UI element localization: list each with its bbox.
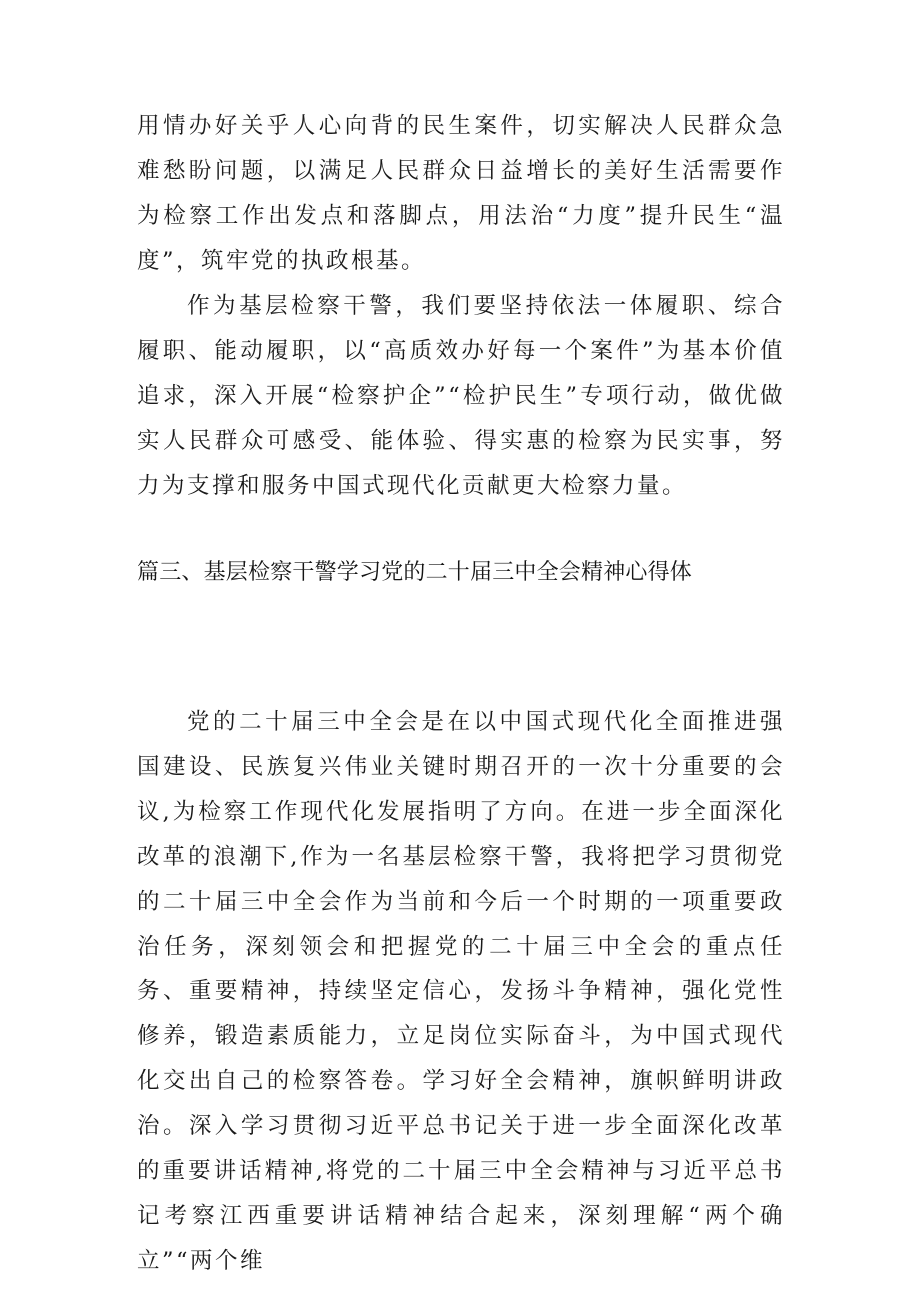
body-paragraph: 用情办好关乎人心向背的民生案件，切实解决人民群众急难愁盼问题，以满足人民群众日益增长的美好生活需要作为检察工作出发点和落脚点，用法治“力度”提升民生“温度”，筑牢党的执政根基。 bbox=[137, 113, 785, 274]
body-paragraph: 作为基层检察干警，我们要坚持依法一体履职、综合履职、能动履职，以“高质效办好每一个案件”为基本价值追求，深入开展“检察护企”“检护民生”专项行动，做优做实人民群众可感受、能体验、得实惠的检察为民实事，努力为支撑和服务中国式现代化贡献更大检察力量。 bbox=[137, 293, 785, 499]
body-paragraph: 党的二十届三中全会是在以中国式现代化全面推进强国建设、民族复兴伟业关键时期召开的一次十分重要的会议,为检察工作现代化发展指明了方向。在进一步全面深化改革的浪潮下,作为一名基层检察干警，我将把学习贯彻党的二十届三中全会作为当前和今后一个时期的一项重要政治任务，深刻领会和把握党的二十届三中全会的重点任务、重要精神，持续坚定信心，发扬斗争精神，强化党性修养，锻造素质能力，立足岗位实际奋斗，为中国式现代化交出自己的检察答卷。学习好全会精神，旗帜鲜明讲政治。深入学习贯彻习近平总书记关于进一步全面深化改革的重要讲话精神,将党的二十届三中全会精神与习近平总书记考察江西重要讲话精神结合起来，深刻理解“两个确立”“两个维 bbox=[137, 709, 785, 1274]
section-heading: 篇三、基层检察干警学习党的二十届三中全会精神心得体 bbox=[137, 560, 693, 585]
